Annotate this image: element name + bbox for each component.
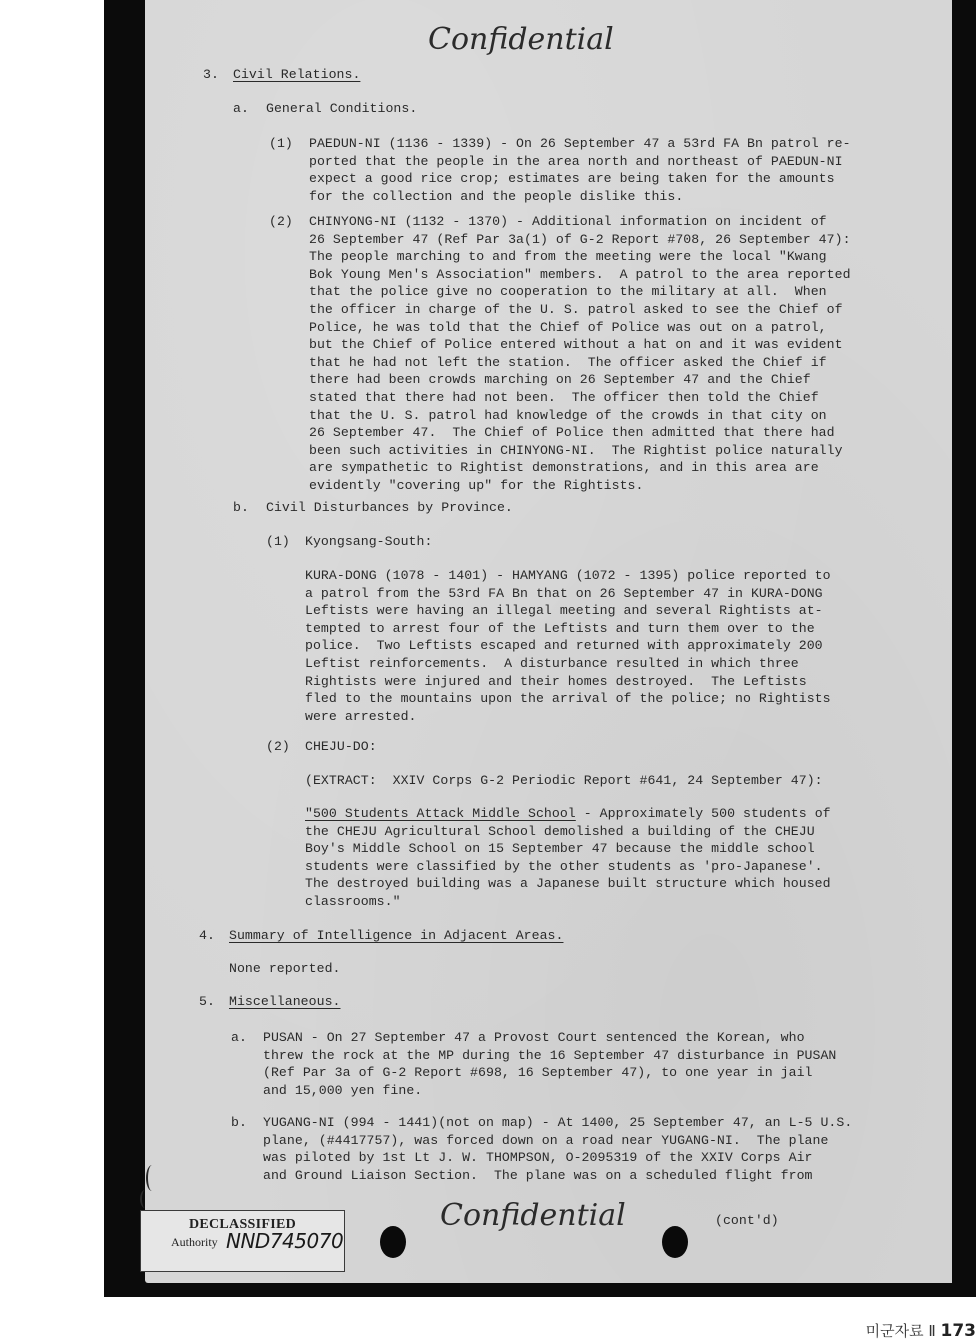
- page-footer: [866, 1320, 976, 1341]
- section-5-number: 5.: [199, 993, 215, 1011]
- section-3a-title: General Conditions.: [266, 100, 417, 118]
- text-line: that the U. S. patrol had knowledge of the crowds in that city on: [309, 407, 851, 425]
- text-line: Leftists were having an illegal meeting and several Rightists at-: [305, 602, 831, 620]
- item-5b-body: [263, 1114, 852, 1184]
- authority-label: Authority: [171, 1235, 218, 1250]
- section-3-title: Civil Relations.: [233, 66, 360, 84]
- item-3b1-number: (1): [266, 533, 290, 551]
- item-3b2-extract: (EXTRACT: XXIV Corps G-2 Periodic Report #641, 24 September 47):: [305, 772, 823, 790]
- text-line: Leftist reinforcements. A disturbance resulted in which three: [305, 655, 831, 673]
- text-line: students were classified by the other students as 'pro-Japanese'.: [305, 858, 831, 876]
- item-3b2-title: CHEJU-DO:: [305, 738, 377, 756]
- text-line: that the police give no cooperation to the military at all. When: [309, 283, 851, 301]
- item-3b2-number: (2): [266, 738, 290, 756]
- section-5-title: Miscellaneous.: [229, 993, 341, 1011]
- text-line: PUSAN - On 27 September 47 a Provost Court sentenced the Korean, who: [263, 1029, 836, 1047]
- text-line: Bok Young Men's Association" members. A patrol to the area reported: [309, 266, 851, 284]
- text-line: CHINYONG-NI (1132 - 1370) - Additional information on incident of: [309, 213, 851, 231]
- text-line: classrooms.": [305, 893, 831, 911]
- margin-pen-mark: [146, 1165, 158, 1191]
- text-line: fled to the mountains upon the arrival of the police; no Rightists: [305, 690, 831, 708]
- text-line: but the Chief of Police entered without a hat on and it was evident: [309, 336, 851, 354]
- section-4-body: None reported.: [229, 960, 341, 978]
- section-3-number: 3.: [203, 66, 219, 84]
- text-line: are sympathetic to Rightist demonstrations, and in this area are: [309, 459, 851, 477]
- item-3a1-number: (1): [269, 135, 293, 153]
- confidential-stamp-bottom: Confidential: [440, 1198, 626, 1233]
- section-3b-label: b.: [233, 499, 249, 517]
- text-line: Rightists were injured and their homes destroyed. The Leftists: [305, 673, 831, 691]
- text-line: expect a good rice crop; estimates are being taken for the amounts: [309, 170, 851, 188]
- text-line: plane, (#4417757), was forced down on a road near YUGANG-NI. The plane: [263, 1132, 852, 1150]
- item-3b2-quote: [305, 805, 831, 911]
- item-3a1-body: [309, 135, 851, 205]
- text-line: PAEDUN-NI (1136 - 1339) - On 26 September 47 a 53rd FA Bn patrol re-: [309, 135, 851, 153]
- section-4-title: Summary of Intelligence in Adjacent Areas.: [229, 927, 563, 945]
- continued-label: (cont'd): [715, 1212, 779, 1230]
- section-3a-label: a.: [233, 100, 249, 118]
- text-line: 26 September 47. The Chief of Police then admitted that there had: [309, 424, 851, 442]
- text-line: Boy's Middle School on 15 September 47 because the middle school: [305, 840, 831, 858]
- text-line: Police, he was told that the Chief of Police was out on a patrol,: [309, 319, 851, 337]
- text-line: (Ref Par 3a of G-2 Report #698, 16 September 47), to one year in jail: [263, 1064, 836, 1082]
- text-line: stated that there had not been. The officer then told the Chief: [309, 389, 851, 407]
- text-line: and 15,000 yen fine.: [263, 1082, 836, 1100]
- punch-hole-left: [380, 1226, 406, 1258]
- text-line: and Ground Liaison Section. The plane was on a scheduled flight from: [263, 1167, 852, 1185]
- declassified-label: DECLASSIFIED: [141, 1217, 344, 1233]
- text-line: ported that the people in the area north and northeast of PAEDUN-NI: [309, 153, 851, 171]
- text-line: a patrol from the 53rd FA Bn that on 26 September 47 in KURA-DONG: [305, 585, 831, 603]
- text-line: that he had not left the station. The officer asked the Chief if: [309, 354, 851, 372]
- item-5a-body: [263, 1029, 836, 1099]
- book-title: 미군자료 Ⅱ: [866, 1322, 936, 1340]
- text-line: The destroyed building was a Japanese built structure which housed: [305, 875, 831, 893]
- item-5a-label: a.: [231, 1029, 247, 1047]
- declassified-stamp: [140, 1210, 345, 1272]
- text-line: 26 September 47 (Ref Par 3a(1) of G-2 Report #708, 26 September 47):: [309, 231, 851, 249]
- text-line: for the collection and the people dislike this.: [309, 188, 851, 206]
- text-line: evidently "covering up" for the Rightists.: [309, 477, 851, 495]
- item-3a2-number: (2): [269, 213, 293, 231]
- text-line: were arrested.: [305, 708, 831, 726]
- item-3b1-title: Kyongsang-South:: [305, 533, 432, 551]
- page-number: 173: [941, 1321, 976, 1341]
- text-line: there had been crowds marching on 26 September 47 and the Chief: [309, 371, 851, 389]
- item-3a2-body: [309, 213, 851, 495]
- text-line: YUGANG-NI (994 - 1441)(not on map) - At 1400, 25 September 47, an L-5 U.S.: [263, 1114, 852, 1132]
- quote-first-line: [305, 805, 831, 823]
- text-line: The people marching to and from the meeting were the local "Kwang: [309, 248, 851, 266]
- section-4-number: 4.: [199, 927, 215, 945]
- text-line: tempted to arrest four of the Leftists and turn them over to the: [305, 620, 831, 638]
- text-line: - Approximately 500 students of: [576, 806, 831, 821]
- quote-headline: "500 Students Attack Middle School: [305, 806, 576, 821]
- text-line: been such activities in CHINYONG-NI. The Rightist police naturally: [309, 442, 851, 460]
- text-line: the CHEJU Agricultural School demolished a building of the CHEJU: [305, 823, 831, 841]
- section-3b-title: Civil Disturbances by Province.: [266, 499, 513, 517]
- text-line: police. Two Leftists escaped and returned with approximately 200: [305, 637, 831, 655]
- text-line: was piloted by 1st Lt J. W. THOMPSON, O-2095319 of the XXIV Corps Air: [263, 1149, 852, 1167]
- item-3b1-body: [305, 567, 831, 725]
- punch-hole-right: [662, 1226, 688, 1258]
- text-line: threw the rock at the MP during the 16 September 47 disturbance in PUSAN: [263, 1047, 836, 1065]
- confidential-stamp-top: Confidential: [428, 22, 614, 57]
- item-5b-label: b.: [231, 1114, 247, 1132]
- authority-code: NND745070: [226, 1229, 343, 1253]
- text-line: the officer in charge of the U. S. patrol asked to see the Chief of: [309, 301, 851, 319]
- text-line: KURA-DONG (1078 - 1401) - HAMYANG (1072 - 1395) police reported to: [305, 567, 831, 585]
- margin-pen-mark: [140, 1190, 150, 1208]
